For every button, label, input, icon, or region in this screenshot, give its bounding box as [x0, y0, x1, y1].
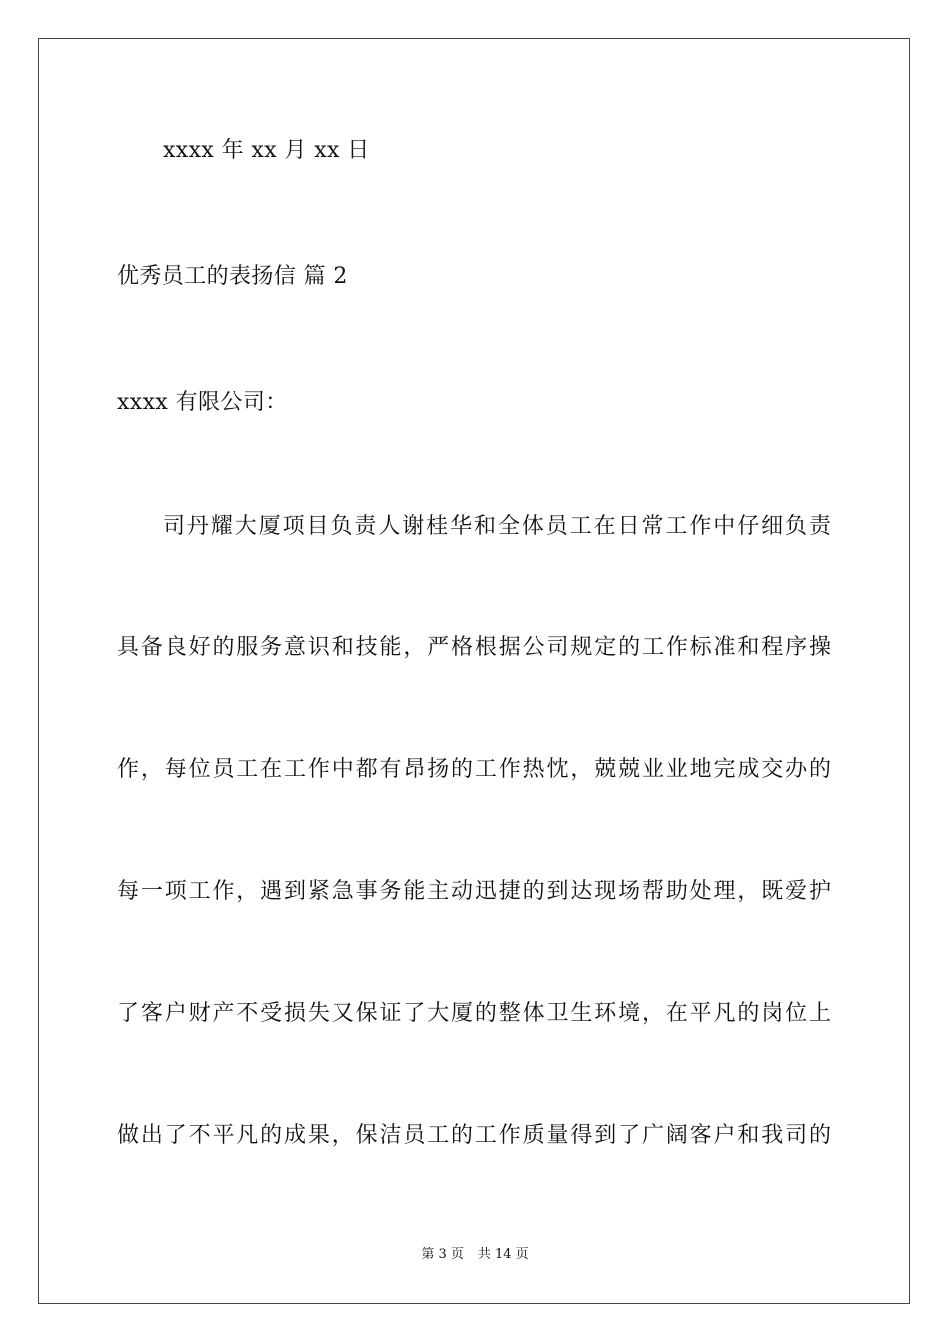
- date-line: xxxx 年 xx 月 xx 日: [163, 138, 370, 163]
- paragraph-line: 做出了不平凡的成果，保洁员工的工作质量得到了广阔客户和我司的: [117, 1123, 831, 1148]
- paragraph-line: 了客户财产不受损失又保证了大厦的整体卫生环境，在平凡的岗位上: [117, 1001, 831, 1026]
- page-frame: [38, 38, 910, 1304]
- paragraph-line: 作，每位员工在工作中都有昂扬的工作热忱，兢兢业业地完成交办的: [117, 757, 831, 782]
- paragraph-line: 每一项工作，遇到紧急事务能主动迅捷的到达现场帮助处理，既爱护: [117, 879, 831, 904]
- section-title: 优秀员工的表扬信 篇 2: [117, 264, 348, 289]
- page-number: 第 3 页: [421, 1247, 464, 1262]
- paragraph-line: 司丹耀大厦项目负责人谢桂华和全体员工在日常工作中仔细负责: [163, 514, 831, 539]
- paragraph-line: 具备良好的服务意识和技能，严格根据公司规定的工作标准和程序操: [117, 635, 831, 660]
- page-total: 共 14 页: [477, 1247, 529, 1262]
- page-footer: [0, 1246, 950, 1264]
- salutation: xxxx 有限公司：: [117, 390, 288, 415]
